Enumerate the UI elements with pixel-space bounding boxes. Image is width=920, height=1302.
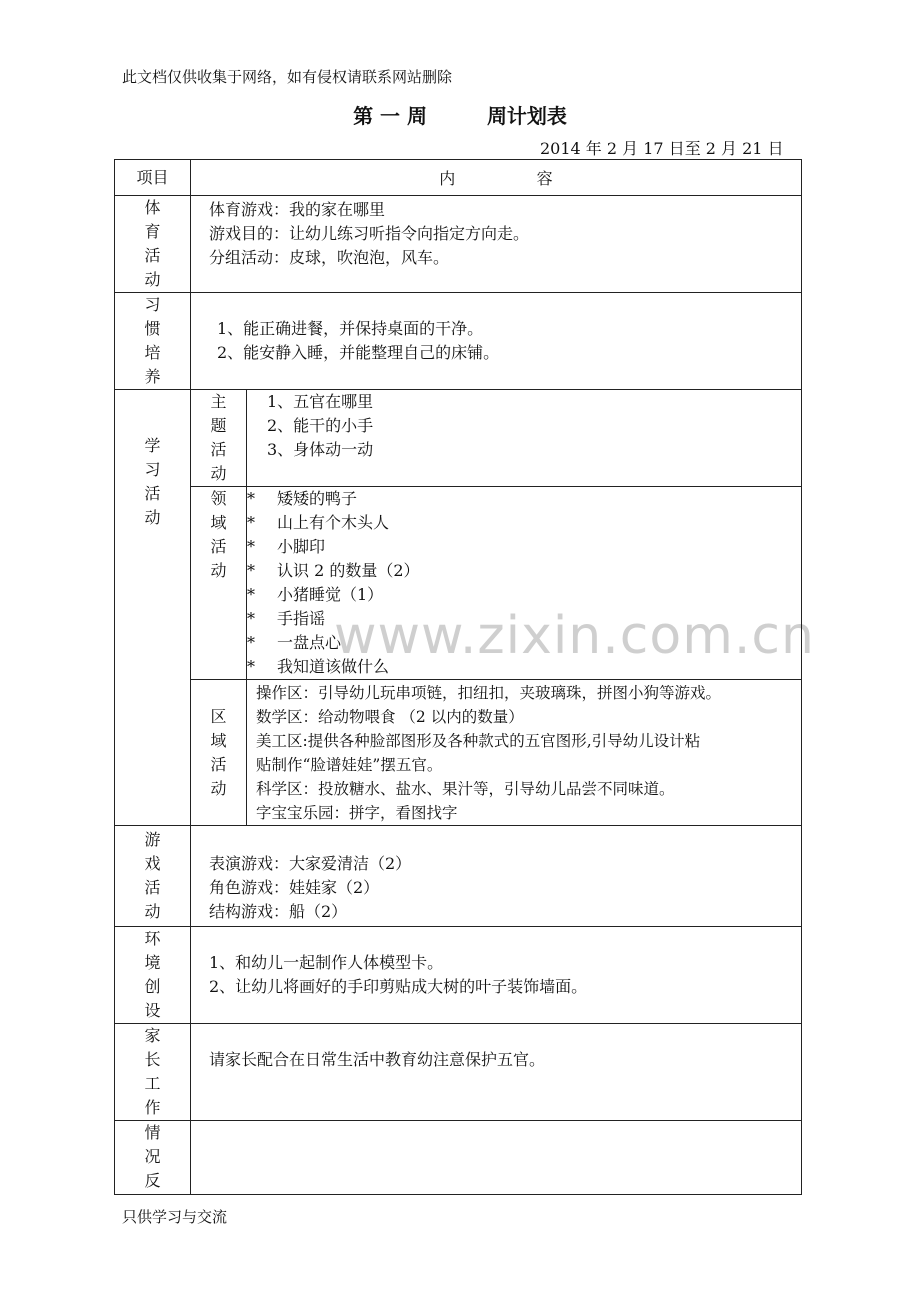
content-habit: [191, 293, 802, 390]
list-item: * 一盘点心: [247, 633, 342, 652]
content-environment: [191, 927, 802, 1024]
date-range: 2014 年 2 月 17 日至 2 月 21 日: [540, 139, 784, 158]
cat-environment: 环 境 创 设: [115, 927, 191, 1024]
footer-note: 只供学习与交流: [122, 1208, 228, 1226]
cat-feedback: 情 况 反: [115, 1121, 191, 1195]
list-item: * 小脚印: [247, 537, 326, 556]
game-line: 结构游戏：船（2）: [209, 902, 348, 921]
watermark: www.zixin.com.cn: [334, 606, 815, 666]
row-pe: [115, 196, 802, 293]
cat-parents: 家 长 工 作: [115, 1024, 191, 1121]
title-name: 周计划表: [486, 104, 567, 128]
cat-theme: 主 题 活 动: [191, 390, 247, 487]
header-item: 项目: [115, 160, 191, 196]
habit-line: 1、能正确进餐，并保持桌面的干净。: [217, 319, 484, 338]
game-line: 角色游戏：娃娃家（2）: [209, 878, 380, 897]
row-parents: [115, 1024, 802, 1121]
row-feedback: [115, 1121, 802, 1195]
row-theme: [115, 390, 802, 487]
cat-pe: 体 育 活 动: [115, 196, 191, 293]
pe-line: 游戏目的：让幼儿练习听指令向指定方向走。: [209, 224, 530, 243]
row-area: [115, 680, 802, 826]
habit-line: 2、能安静入睡，并能整理自己的床铺。: [217, 343, 500, 362]
theme-line: 2、能干的小手: [267, 416, 374, 435]
content-pe: [191, 196, 802, 293]
list-item: * 我知道该做什么: [247, 657, 390, 676]
list-item: * 小猪睡觉（1）: [247, 585, 384, 604]
header-content: 内 容: [191, 160, 802, 196]
area-line: 字宝宝乐园：拼字，看图找字: [256, 803, 458, 822]
content-theme: [247, 390, 802, 487]
list-item: * 山上有个木头人: [247, 513, 390, 532]
pe-line: 体育游戏：我的家在哪里: [209, 200, 386, 219]
environment-line: 2、让幼儿将画好的手印剪贴成大树的叶子装饰墙面。: [209, 977, 588, 996]
header-note: 此文档仅供收集于网络，如有侵权请联系网站删除: [122, 68, 453, 86]
content-feedback: [191, 1121, 802, 1195]
environment-line: 1、和幼儿一起制作人体模型卡。: [209, 953, 444, 972]
row-habit: [115, 293, 802, 390]
content-domain: [247, 487, 802, 680]
list-item: * 矮矮的鸭子: [247, 489, 358, 508]
cat-game: 游 戏 活 动: [115, 826, 191, 927]
title-week: 第 一 周: [353, 104, 427, 128]
theme-line: 3、身体动一动: [267, 440, 374, 459]
content-area: [247, 680, 802, 826]
list-item: * 认识 2 的数量（2）: [247, 561, 420, 580]
cat-learning: 学 习 活 动: [115, 390, 191, 826]
row-environment: [115, 927, 802, 1024]
weekly-plan-table: [114, 159, 802, 1195]
row-domain: [115, 487, 802, 680]
list-item: * 手指谣: [247, 609, 326, 628]
page-title: [0, 100, 920, 129]
theme-line: 1、五官在哪里: [267, 392, 374, 411]
content-game: [191, 826, 802, 927]
cat-area: 区 域 活 动: [191, 680, 247, 826]
parents-line: 请家长配合在日常生活中教育幼注意保护五官。: [209, 1050, 546, 1069]
area-line: 美工区:提供各种脸部图形及各种款式的五官图形,引导幼儿设计粘: [256, 731, 701, 750]
area-line: 操作区：引导幼儿玩串项链，扣纽扣，夹玻璃珠，拼图小狗等游戏。: [256, 683, 722, 702]
area-line: 数学区：给动物喂食 （2 以内的数量）: [256, 707, 524, 726]
row-game: [115, 826, 802, 927]
content-parents: [191, 1024, 802, 1121]
table-header-row: [115, 160, 802, 196]
area-line: 科学区：投放糖水、盐水、果汁等，引导幼儿品尝不同味道。: [256, 779, 675, 798]
cat-habit: 习 惯 培 养: [115, 293, 191, 390]
pe-line: 分组活动：皮球，吹泡泡，风车。: [209, 248, 450, 267]
cat-domain: 领 域 活 动: [191, 487, 247, 680]
area-line: 贴制作“脸谱娃娃”摆五官。: [256, 755, 443, 774]
game-line: 表演游戏：大家爱清洁（2）: [209, 854, 412, 873]
